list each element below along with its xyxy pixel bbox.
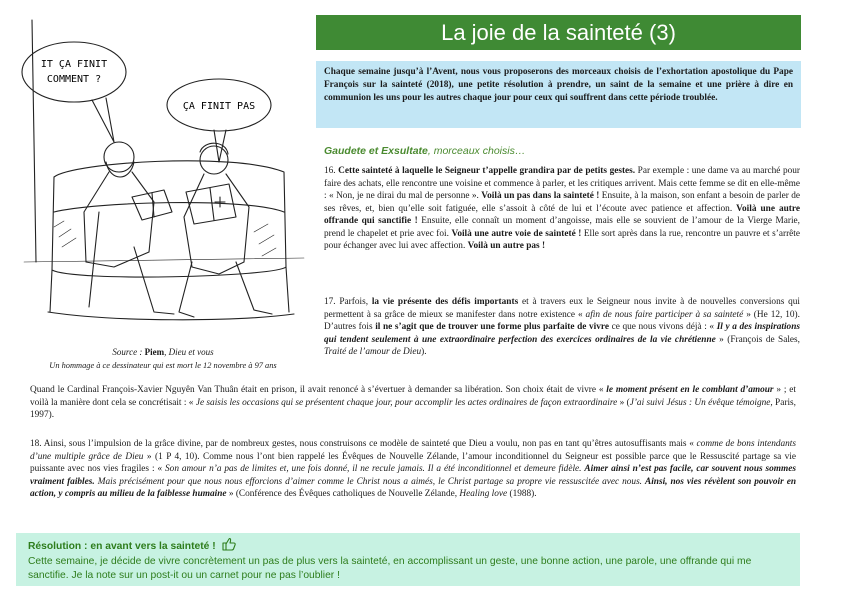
p17-num: 17. Parfois,	[324, 297, 372, 307]
p17-text-4: » (François de Sales,	[715, 334, 800, 345]
p16-strong-1: Cette sainteté à laquelle le Seigneur t’appelle grandira par de petits gestes.	[338, 166, 636, 176]
thumbs-up-icon	[222, 537, 236, 555]
bubble-1-line-2: COMMENT ?	[46, 74, 102, 85]
p16-strong-4: Voilà une autre voie de sainteté !	[451, 228, 582, 239]
p16-strong-3: Voilà une autre offrande qui sanctifie !	[324, 203, 800, 226]
p18-italic-1: comme de bons intendants d’une multiple grâce de Dieu	[30, 439, 796, 462]
paragraph-16	[324, 165, 800, 253]
p18-italic-3: Mais précisément pour que nous nous efforcions d’aimer comme le Christ nous a aimés, le Christ partage sa propre vie ressuscitée avec nous.	[94, 476, 646, 487]
p17c-italic-2: J’ai suivi Jésus : Un évêque témoigne	[629, 397, 771, 408]
paragraph-17	[324, 296, 800, 359]
p17-text-1: et à travers eux le Seigneur nous invite à de nouvelles conversions qui permettent à sa grâce de mieux se manifester dans notre existence «	[324, 297, 800, 320]
p16-text-2: Ensuite, à la maison, son enfant a besoin de parler de ses rêves, et, bien qu’elle soit fatiguée, elle s’assoit à côté de lui et l’écoute avec patience et affection.	[324, 191, 800, 214]
section-title-work: Gaudete et Exsultate	[324, 145, 428, 157]
p18-text-4: (1988).	[507, 489, 537, 499]
p16-num: 16.	[324, 166, 339, 176]
p18-text-2: » (1 P 4, 10). Comme nous l’ont bien rappelé les Évêques de Nouvelle Zélande, l’amour inconditionnel du Seigneur est possible parce que le Ressuscité partage sa vie puissante avec nos vies fragiles : «	[30, 451, 797, 474]
p17-text-3: ce que nous vivons déjà : «	[609, 322, 717, 332]
p17c-italic-1: Je saisis les occasions qui se présentent chaque jour, pour accomplir les actes ordinaires de façon extraordinaire	[195, 397, 618, 408]
p17-italic-1: afin de nous faire participer à sa sainteté	[585, 309, 744, 320]
p17-italic-2: Traité de l’amour de Dieu	[324, 347, 422, 357]
cartoon-tribute: Un hommage à ce dessinateur qui est mort le 12 novembre à 97 ans	[49, 361, 277, 370]
paragraph-17-continued	[30, 384, 796, 422]
p17c-text-2: » ; et voilà la manière dont cela se concrétisait : «	[30, 385, 796, 408]
p18-italic-2: Son amour n’a pas de limites et, une fois donné, il ne recule jamais. Il a été inconditionnel et demeure fidèle.	[165, 464, 585, 474]
cartoon-caption	[14, 347, 312, 357]
resolution-title: Résolution : en avant vers la sainteté !	[28, 540, 216, 552]
p18-text-1: 18. Ainsi, sous l’impulsion de la grâce divine, par de nombreux gestes, nous construisons ce modèle de sainteté que Dieu a voulu, non pas en tant qu’êtres autosuffisants mais «	[30, 439, 697, 449]
caption-suffix: , Dieu et vous	[164, 347, 214, 357]
p17-strong-2: il ne s’agit que de trouver une forme plus parfaite de vivre	[375, 322, 609, 332]
bubble-2-text: ÇA FINIT PAS	[182, 101, 256, 112]
p16-strong-5: Voilà un autre pas !	[467, 241, 546, 251]
p17c-bold-italic-1: le moment présent en le comblant d’amour	[606, 385, 774, 395]
p17c-text-3: » (	[617, 397, 630, 408]
paragraph-18	[30, 438, 796, 501]
section-title	[324, 145, 525, 157]
p17-text-2: » (He 12, 10). D’autres fois	[324, 309, 800, 332]
p17-bold-italic-1: Il y a des inspirations qui tendent seulement à une extraordinaire perfection des exercices ordinaires de la vie chrétienne	[324, 322, 800, 345]
p16-text-4: Elle sort après dans la rue, rencontre un pauvre et s’arrête pour échanger avec lui avec affection.	[324, 228, 800, 251]
caption-prefix: Source :	[112, 347, 145, 357]
p17-text-5: ).	[421, 347, 427, 357]
p18-bold-italic-2: Ainsi, nos vies révèlent son pouvoir en action, y compris au milieu de la faiblesse humaine	[30, 476, 796, 499]
resolution-text: Cette semaine, je décide de vivre concrètement un pas de plus vers la sainteté, en accomplissant un geste, une bonne action, une parole, une offrande qui me sanctifie. Je la note sur un post-it ou un carnet pour ne pas l’oublier !	[28, 556, 752, 581]
p18-bold-italic-1: Aimer ainsi n’est pas facile, car souvent nous sommes vraiment faibles.	[30, 464, 796, 487]
cartoon-drawing	[14, 12, 312, 347]
p18-text-3: » (Conférence des Évêques catholiques de Nouvelle Zélande,	[226, 489, 460, 499]
p16-text-1: Par exemple : une dame va au marché pour faire des achats, elle rencontre une voisine et commence à parler, et les critiques arrivent. Mais cette femme se dit en elle-même : « Non, je ne dirai du mal de personne ».	[324, 166, 800, 201]
p16-strong-2: Voilà un pas dans la sainteté !	[481, 191, 600, 201]
page-title: La joie de la sainteté (3)	[316, 15, 801, 50]
caption-author: Piem	[144, 347, 165, 357]
section-title-rest: , morceaux choisis…	[427, 145, 526, 157]
resolution-box	[16, 533, 800, 586]
p17c-text-1: Quand le Cardinal François-Xavier Nguyên Van Thuân était en prison, il avait renoncé à s’évertuer à demander sa libération. Son choix était de vivre «	[30, 385, 607, 395]
p17c-text-4: , Paris, 1997).	[30, 397, 796, 420]
p18-italic-4: Healing love	[459, 489, 508, 499]
p16-text-3: Ensuite, elle connaît un moment d’angoisse, mais elle se souvient de l’amour de la Vierge Marie, prend le chapelet et prie avec foi.	[324, 216, 801, 239]
p17-strong-1: la vie présente des défis importants	[371, 297, 519, 307]
intro-box: Chaque semaine jusqu’à l’Avent, nous vous proposerons des morceaux choisis de l’exhortation apostolique du Pape François sur la sainteté (2018), une petite résolution à prendre, un saint de la semaine et une prière à dire en communion les uns pour les autres chaque jour pour ceux qui souffrent dans cette période troublée.	[316, 61, 801, 128]
bubble-1-line-1: IT ÇA FINIT	[40, 59, 108, 70]
cartoon-illustration	[14, 12, 312, 347]
